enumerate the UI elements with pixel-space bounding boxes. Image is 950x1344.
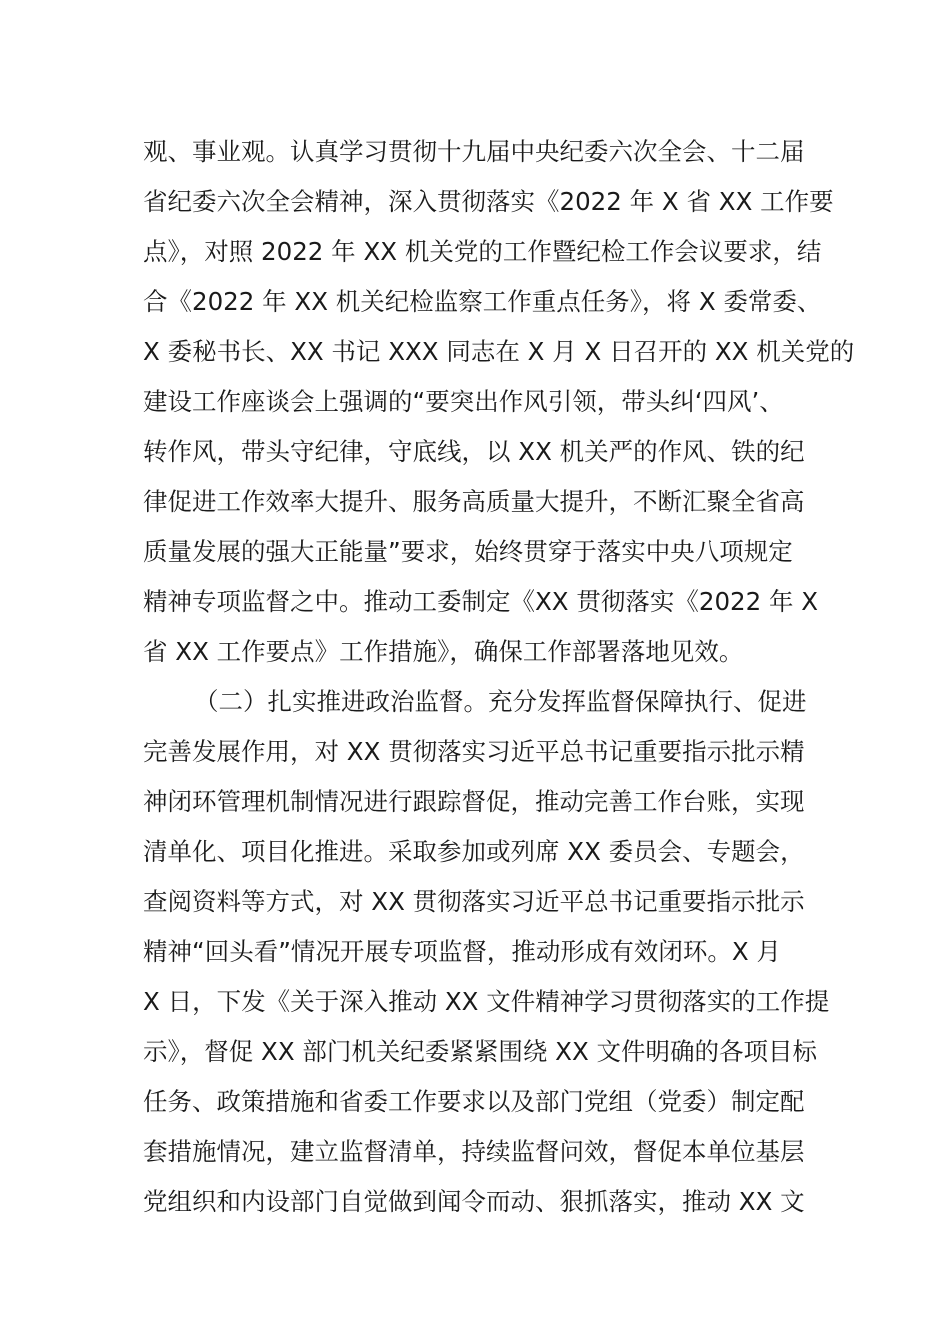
text-line: 查阅资料等方式，对 XX 贯彻落实习近平总书记重要指示批示 bbox=[143, 887, 805, 916]
text-line: 精神“回头看”情况开展专项监督，推动形成有效闭环。X 月 bbox=[143, 937, 781, 966]
text-line: 省纪委六次全会精神，深入贯彻落实《2022 年 X 省 XX 工作要 bbox=[143, 187, 834, 216]
text-line: 精神专项监督之中。推动工委制定《XX 贯彻落实《2022 年 X bbox=[143, 587, 819, 616]
text-line: 合《2022 年 XX 机关纪检监察工作重点任务》，将 X 委常委、 bbox=[143, 287, 822, 316]
text-line: 省 XX 工作要点》工作措施》，确保工作部署落地见效。 bbox=[143, 637, 744, 666]
text-line: 清单化、项目化推进。采取参加或列席 XX 委员会、专题会， bbox=[143, 837, 805, 866]
text-line: X 日，下发《关于深入推动 XX 文件精神学习贯彻落实的工作提 bbox=[143, 987, 830, 1016]
text-line: 示》，督促 XX 部门机关纪委紧紧围绕 XX 文件明确的各项目标 bbox=[143, 1037, 818, 1066]
text-line: 党组织和内设部门自觉做到闻令而动、狠抓落实，推动 XX 文 bbox=[143, 1187, 805, 1216]
text-line: 点》，对照 2022 年 XX 机关党的工作暨纪检工作会议要求，结 bbox=[143, 237, 822, 266]
text-line: 任务、政策措施和省委工作要求以及部门党组（党委）制定配 bbox=[143, 1087, 805, 1116]
text-line: 完善发展作用，对 XX 贯彻落实习近平总书记重要指示批示精 bbox=[143, 737, 805, 766]
section-heading-line: （二）扎实推进政治监督。充分发挥监督保障执行、促进 bbox=[194, 687, 807, 716]
text-line: 观、事业观。认真学习贯彻十九届中央纪委六次全会、十二届 bbox=[143, 137, 805, 166]
text-line: 建设工作座谈会上强调的“要突出作风引领，带头纠‘四风’、 bbox=[143, 387, 784, 416]
text-line: 质量发展的强大正能量”要求，始终贯穿于落实中央八项规定 bbox=[143, 537, 793, 566]
text-line: 转作风，带头守纪律，守底线，以 XX 机关严的作风、铁的纪 bbox=[143, 437, 805, 466]
text-line: X 委秘书长、XX 书记 XXX 同志在 X 月 X 日召开的 XX 机关党的 bbox=[143, 337, 855, 366]
text-line: 律促进工作效率大提升、服务高质量大提升，不断汇聚全省高 bbox=[143, 487, 805, 516]
text-line: 神闭环管理机制情况进行跟踪督促，推动完善工作台账，实现 bbox=[143, 787, 805, 816]
text-line: 套措施情况，建立监督清单，持续监督问效，督促本单位基层 bbox=[143, 1137, 805, 1166]
